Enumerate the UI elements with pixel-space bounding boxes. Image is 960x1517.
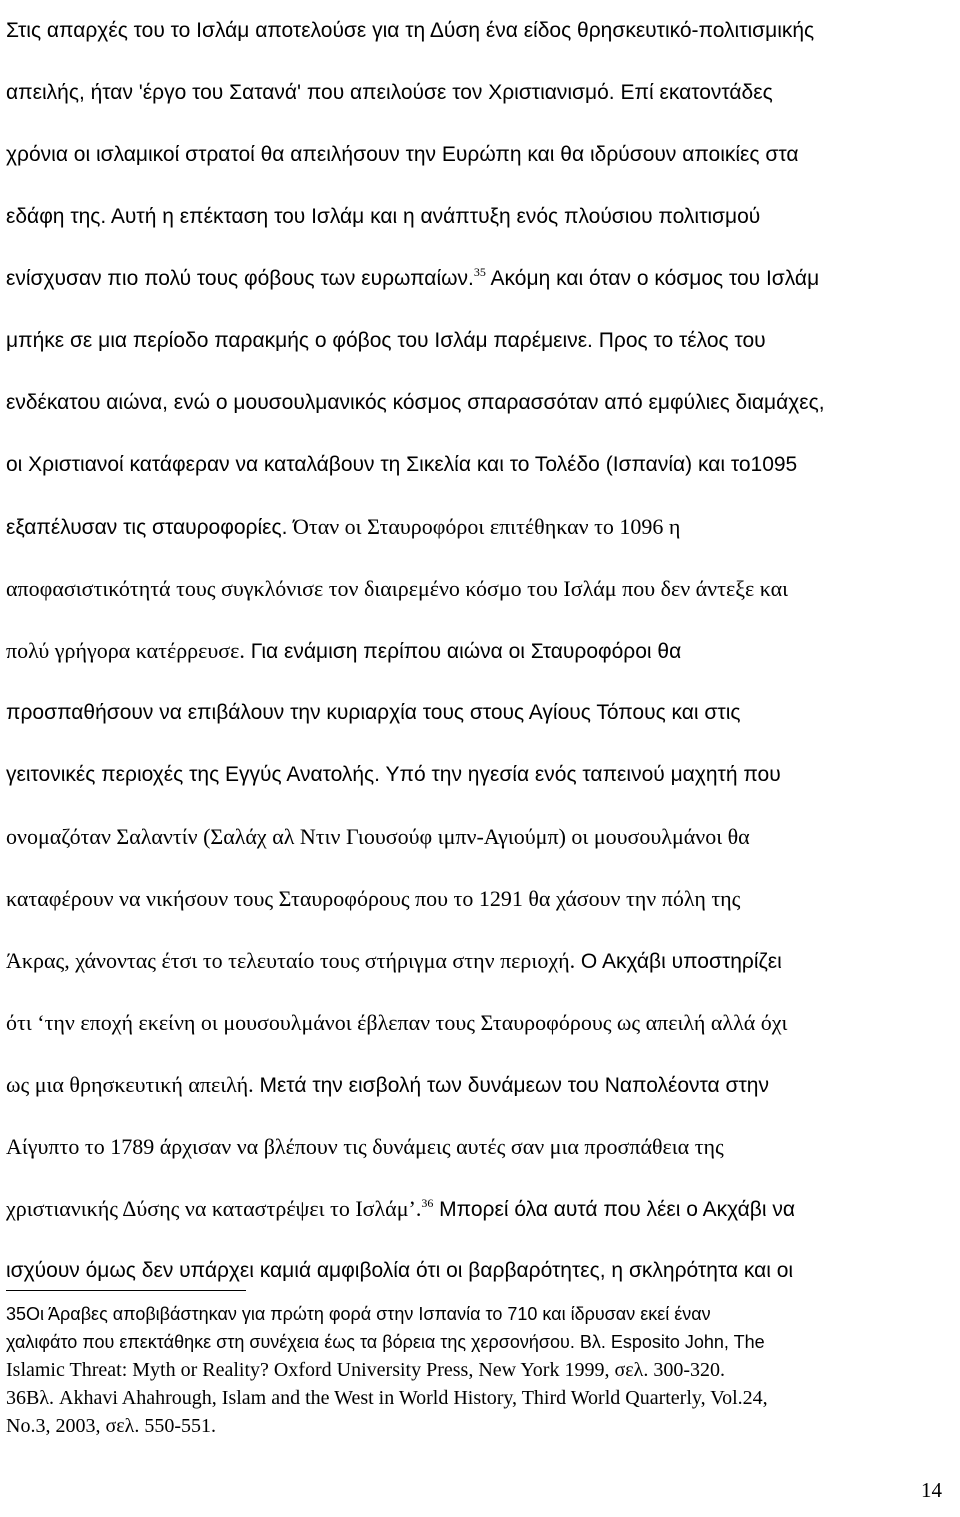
body-line-9: εξαπέλυσαν τις σταυροφορίες. Όταν οι Σταυροφόροι επιτέθηκαν το 1096 η — [6, 514, 681, 539]
body-line-2: απειλής, ήταν 'έργο του Σατανά' που απειλούσε τον Χριστιανισμό. Επί εκατοντάδες — [6, 81, 773, 104]
body-line-10: αποφασιστικότητά τους συγκλόνισε τον διαιρεμένο κόσμο του Ισλάμ που δεν άντεξε και — [6, 576, 789, 601]
body-line-3: χρόνια οι ισλαμικοί στρατοί θα απειλήσουν την Ευρώπη και θα ιδρύσουν αποικίες στα — [6, 143, 799, 166]
body-line-1: Στις απαρχές του το Ισλάμ αποτελούσε για τη Δύση ένα είδος θρησκευτικό-πολιτισμικής — [6, 19, 815, 42]
body-text — [6, 0, 958, 1302]
footnote-line-1: 35Οι Άραβες αποβιβάστηκαν για πρώτη φορά στην Ισπανία το 710 και ίδρυσαν εκεί έναν — [6, 1304, 711, 1324]
body-line-11: πολύ γρήγορα κατέρρευσε. Για ενάμιση περίπου αιώνα οι Σταυροφόροι θα — [6, 638, 682, 663]
body-line-14: ονομαζόταν Σαλαντίν (Σαλάχ αλ Ντιν Γιουσούφ ιμπν-Αγιούμπ) οι μουσουλμάνοι θα — [6, 824, 750, 849]
body-line-18: ως μια θρησκευτική απειλή. Μετά την εισβολή των δυνάμεων του Ναπολέοντα στην — [6, 1072, 769, 1097]
body-line-15: καταφέρουν να νικήσουν τους Σταυροφόρους που το 1291 θα χάσουν την πόλη της — [6, 886, 741, 911]
body-line-7: ενδέκατου αιώνα, ενώ ο μουσουλμανικός κόσμος σπαρασσόταν από εμφύλιες διαμάχες, — [6, 391, 825, 414]
body-line-12: προσπαθήσουν να επιβάλουν την κυριαρχία τους στους Αγίους Τόπους και στις — [6, 701, 741, 724]
body-line-8: οι Χριστιανοί κατάφεραν να καταλάβουν τη Σικελία και το Τολέδο (Ισπανία) και το1095 — [6, 453, 798, 476]
body-line-19: Αίγυπτο το 1789 άρχισαν να βλέπουν τις δυνάμεις αυτές σαν μια προσπάθεια της — [6, 1134, 724, 1159]
body-line-6: μπήκε σε μια περίοδο παρακμής ο φόβος του Ισλάμ παρέμεινε. Προς το τέλος του — [6, 329, 766, 352]
footnote-ref-36[interactable]: 36 — [421, 1196, 434, 1210]
footnote-line-5: No.3, 2003, σελ. 550-551. — [6, 1415, 216, 1437]
body-line-20: χριστιανικής Δύσης να καταστρέψει το Ισλάμ’.$^{36}$ Μπορεί όλα αυτά που λέει ο Ακχάβι να — [6, 1196, 795, 1221]
footnote-line-2: χαλιφάτο που επεκτάθηκε στη συνέχεια έως τα βόρεια της χερσονήσου. Βλ. Esposito John, The — [6, 1332, 765, 1352]
page-number: 14 — [921, 1478, 942, 1502]
footnote-line-4: 36Βλ. Akhavi Ahahrough, Islam and the West in World History, Third World Quarterly, Vol.24, — [6, 1387, 768, 1409]
body-line-5: ενίσχυσαν πιο πολύ τους φόβους των ευρωπαίων.$^{35}$ Ακόμη και όταν ο κόσμος του Ισλάμ — [6, 265, 820, 290]
footnote-separator — [6, 1290, 246, 1291]
body-line-13: γειτονικές περιοχές της Εγγύς Ανατολής. Υπό την ηγεσία ενός ταπεινού μαχητή που — [6, 763, 781, 786]
footnotes — [6, 1300, 958, 1440]
body-line-21: ισχύουν όμως δεν υπάρχει καμιά αμφιβολία ότι οι βαρβαρότητες, η σκληρότητα και οι — [6, 1259, 794, 1282]
body-line-16: Άκρας, χάνοντας έτσι το τελευταίο τους στήριγμα στην περιοχή. Ο Ακχάβι υποστηρίζει — [6, 948, 782, 973]
footnote-ref-35[interactable]: 35 — [473, 265, 486, 279]
body-line-17: ότι ‘την εποχή εκείνη οι μουσουλμάνοι έβλεπαν τους Σταυροφόρους ως απειλή αλλά όχι — [6, 1010, 788, 1035]
footnote-line-3: Islamic Threat: Myth or Reality? Oxford University Press, New York 1999, σελ. 300-320. — [6, 1359, 725, 1381]
body-line-4: εδάφη της. Αυτή η επέκταση του Ισλάμ και η ανάπτυξη ενός πλούσιου πολιτισμού — [6, 205, 761, 228]
